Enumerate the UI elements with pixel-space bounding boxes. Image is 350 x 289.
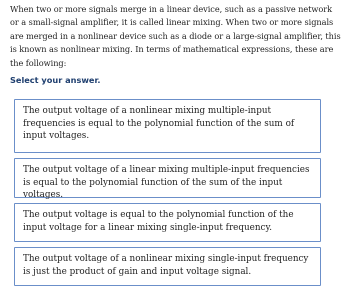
answer-option-1[interactable]: The output voltage of a nonlinear mixing multiple-input frequencies is equal to the polynomial function of the sum of input voltages. <box>14 99 321 153</box>
question-text: When two or more signals merge in a linear device, such as a passive network or a small-signal amplifier, it is called linear mixing. When two or more signals are merged in a nonlinear device such as a diode or a large-signal amplifier, this is known as nonlinear mixing. In terms of mathematical expressions, these are the following: <box>10 4 341 68</box>
select-answer-prompt: Select your answer. <box>10 75 101 85</box>
answer-option-4[interactable]: The output voltage of a nonlinear mixing single-input frequency is just the product of gain and input voltage signal. <box>14 247 321 286</box>
answer-option-3[interactable]: The output voltage is equal to the polynomial function of the input voltage for a linear mixing single-input frequency. <box>14 203 321 242</box>
answer-option-2[interactable]: The output voltage of a linear mixing multiple-input frequencies is equal to the polynomial function of the sum of the input voltages. <box>14 158 321 198</box>
